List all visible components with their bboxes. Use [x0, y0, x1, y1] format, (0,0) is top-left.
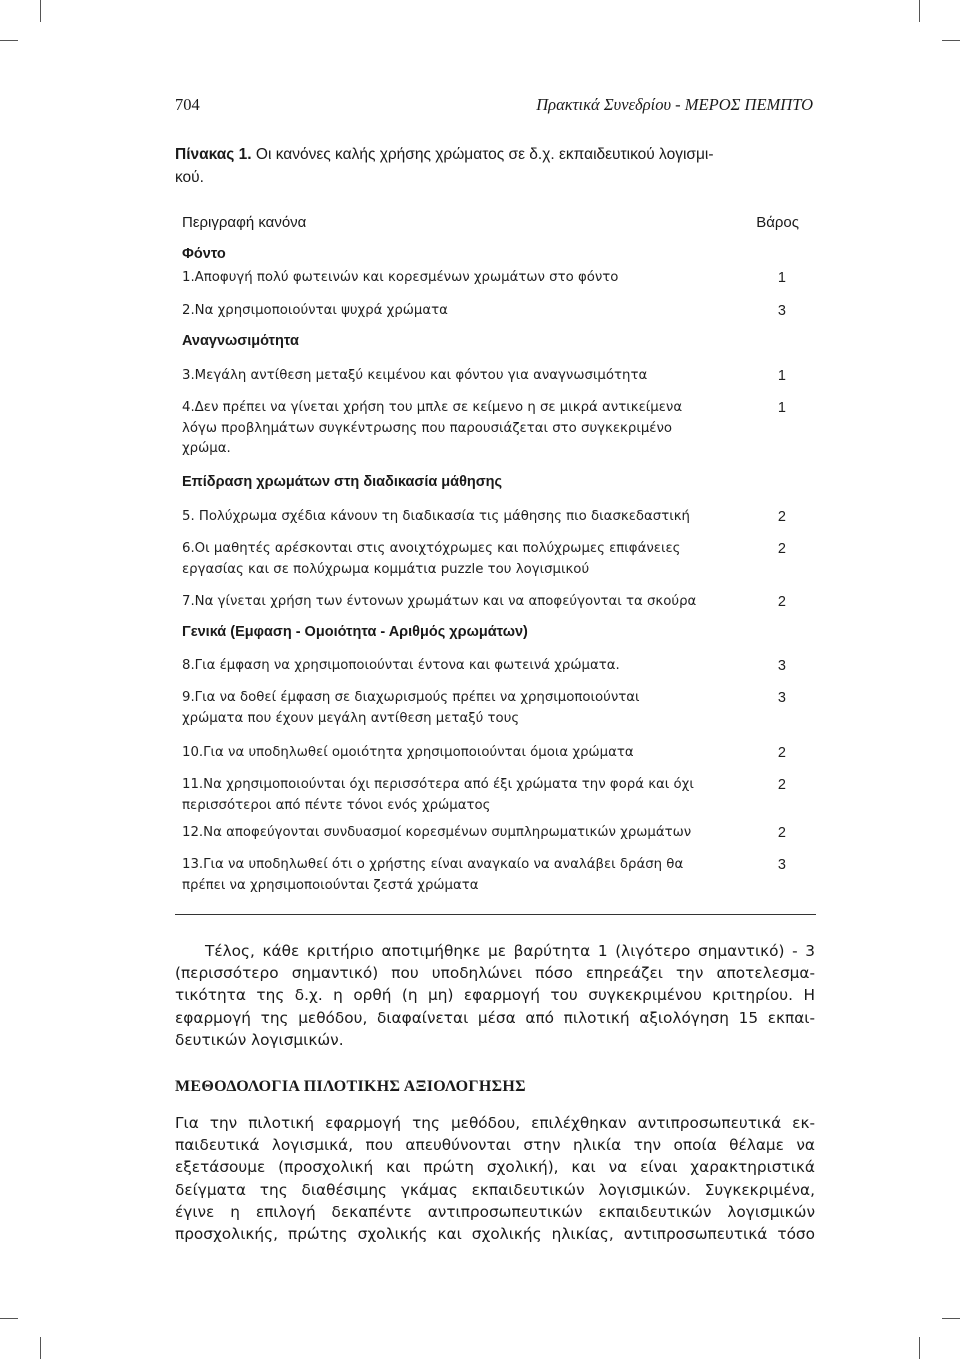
- rule-text: 12.Να αποφεύγονται συνδυασμοί κορεσμένων συμπληρωματικών χρωμάτων: [182, 825, 692, 840]
- page-number: 704: [175, 95, 200, 114]
- rule-weight: 2: [777, 541, 786, 557]
- crop-mark: [40, 1337, 41, 1359]
- paragraph-line: προσχολικής, πρώτης σχολικής και σχολικής ηλικίας, αντιπροσωπευτικά τόσο: [175, 1224, 815, 1243]
- table-row: [182, 688, 786, 729]
- paragraph-line: εφαρμογή της μεθόδου, διαφαίνεται μέσα από πιλοτική αξιολόγηση 15 εκπαι-: [175, 1008, 815, 1027]
- table-row: [182, 398, 786, 460]
- table-bottom-rule: [175, 914, 816, 915]
- rule-weight: 3: [777, 303, 786, 319]
- table-row: [182, 823, 786, 844]
- running-title: Πρακτικά Συνεδρίου - ΜΕΡΟΣ ΠΕΜΠΤΟ: [536, 95, 813, 114]
- body-paragraph: [175, 940, 815, 1051]
- table-row: [182, 775, 786, 816]
- crop-mark: [0, 40, 18, 41]
- rule-text: 2.Να χρησιμοποιούνται ψυχρά χρώματα: [182, 303, 448, 318]
- table-row: [182, 656, 786, 677]
- rule-weight: 2: [777, 825, 786, 841]
- rule-text: 8.Για έμφαση να χρησιμοποιούνται έντονα και φωτεινά χρώματα.: [182, 658, 620, 673]
- rule-weight: 3: [777, 857, 786, 873]
- section-title: Αναγνωσιμότητα: [182, 333, 299, 349]
- rule-text: εργασίας και σε πολύχρωμα κομμάτια puzzle του λογισμικού: [182, 561, 590, 577]
- rule-weight: 3: [777, 690, 786, 706]
- rule-text: 1.Αποφυγή πολύ φωτεινών και κορεσμένων χρωμάτων στο φόντο: [182, 270, 619, 285]
- rule-text: 4.Δεν πρέπει να γίνεται χρήση του μπλε σε κείμενο η σε μικρά αντικείμενα: [182, 400, 683, 415]
- crop-mark: [942, 1318, 960, 1319]
- rule-weight: 2: [777, 509, 786, 525]
- rule-text: 9.Για να δοθεί έμφαση σε διαχωρισμούς πρέπει να χρησιμοποιούνται: [182, 690, 640, 705]
- rule-text: περισσότεροι από πέντε τόνοι ενός χρώματος: [182, 797, 491, 813]
- rule-text: λόγω προβλημάτων συγκέντρωσης που παρουσιάζεται στο συγκεκριμένο: [182, 420, 673, 436]
- rule-weight: 1: [777, 368, 786, 384]
- section-heading: ΜΕΘΟΔΟΛΟΓΙΑ ΠΙΛΟΤΙΚΗΣ ΑΞΙΟΛΟΓΗΣΗΣ: [175, 1078, 526, 1095]
- paragraph-line: παιδευτικά λογισμικά, που απευθύνονται στην ηλικία την οποία θέλαμε να: [175, 1136, 815, 1155]
- caption-text: Οι κανόνες καλής χρήσης χρώματος σε δ.χ. εκπαιδευτικού λογισμι-: [251, 146, 714, 163]
- rule-weight: 2: [777, 777, 786, 793]
- rule-weight: 1: [777, 400, 786, 416]
- section-title: Γενικά (Εμφαση - Ομοιότητα - Αριθμός χρωμάτων): [182, 624, 528, 640]
- section-title: Φόντο: [182, 246, 226, 262]
- table-row: [182, 301, 786, 322]
- table-caption: [175, 143, 815, 189]
- rule-weight: 2: [777, 745, 786, 761]
- table-row: [182, 855, 786, 896]
- rule-text: 5. Πολύχρωμα σχέδια κάνουν τη διαδικασία τις μάθησης πιο διασκεδαστική: [182, 509, 690, 524]
- crop-mark: [40, 0, 41, 22]
- paragraph-line: δευτικών λογισμικών.: [175, 1030, 344, 1049]
- rule-text: χρώματα που έχουν μεγάλη αντίθεση μεταξύ τους: [182, 710, 520, 726]
- rule-text: χρώμα.: [182, 441, 231, 456]
- paragraph-line: δείγματα της διαθέσιμης γκάμας εκπαιδευτικών λογισμικών. Συγκεκριμένα,: [175, 1180, 815, 1199]
- crop-mark: [942, 40, 960, 41]
- paragraph-line: εξετάσουμε (προσχολική και πρώτη σχολική), και να είναι χαρακτηριστικά: [175, 1158, 815, 1177]
- rule-text: 13.Για να υποδηλωθεί ότι ο χρήστης είναι αναγκαίο να αναλάβει δράση θα: [182, 857, 684, 872]
- paragraph-line: τικότητα της δ.χ. η ορθή (η μη) εφαρμογή του συγκεκριμένου κριτηρίου. Η: [175, 986, 815, 1005]
- rule-text: 10.Για να υποδηλωθεί ομοιότητα χρησιμοποιούνται όμοια χρώματα: [182, 745, 634, 760]
- paragraph-line: Τέλος, κάθε κριτήριο αποτιμήθηκε με βαρύτητα 1 (λιγότερο σημαντικό) - 3: [205, 942, 815, 960]
- body-paragraph: [175, 1112, 815, 1245]
- table-row: [182, 366, 786, 387]
- column-header-weight: Βάρος: [756, 214, 799, 231]
- table-row: [182, 539, 786, 580]
- crop-mark: [919, 1337, 920, 1359]
- table-header: [182, 214, 799, 236]
- paragraph-line: Για την πιλοτική εφαρμογή της μεθόδου, επιλέχθηκαν αντιπροσωπευτικά εκ-: [175, 1114, 815, 1132]
- column-header-rule: Περιγραφή κανόνα: [182, 214, 307, 231]
- crop-mark: [0, 1318, 18, 1319]
- rule-text: 11.Να χρησιμοποιούνται όχι περισσότερα από έξι χρώματα την φορά και όχι: [182, 777, 694, 792]
- table-row: [182, 592, 786, 613]
- paragraph-line: έγινε η επιλογή δεκαπέντε αντιπροσωπευτικών εκπαιδευτικών λογισμικών: [175, 1202, 815, 1221]
- paragraph-line: (περισσότερο σημαντικό) που υποδηλώνει πόσο επηρεάζει την αποτελεσμα-: [175, 964, 815, 983]
- rule-weight: 1: [777, 270, 786, 286]
- section-title: Επίδραση χρωμάτων στη διαδικασία μάθησης: [182, 474, 503, 490]
- rule-text: πρέπει να χρησιμοποιούνται ζεστά χρώματα: [182, 877, 479, 893]
- rule-weight: 2: [777, 594, 786, 610]
- crop-mark: [919, 0, 920, 22]
- caption-text-continued: κού.: [175, 169, 204, 186]
- rule-weight: 3: [777, 658, 786, 674]
- rule-text: 6.Οι μαθητές αρέσκονται στις ανοιχτόχρωμες και πολύχρωμες επιφάνειες: [182, 541, 681, 556]
- table-row: [182, 743, 786, 764]
- caption-label: Πίνακας 1.: [175, 146, 252, 163]
- table-row: [182, 507, 786, 528]
- rule-text: 3.Μεγάλη αντίθεση μεταξύ κειμένου και φόντου για αναγνωσιμότητα: [182, 368, 648, 383]
- table-row: [182, 268, 786, 289]
- running-header: [175, 95, 813, 117]
- rule-text: 7.Να γίνεται χρήση των έντονων χρωμάτων και να αποφεύγονται τα σκούρα: [182, 594, 697, 609]
